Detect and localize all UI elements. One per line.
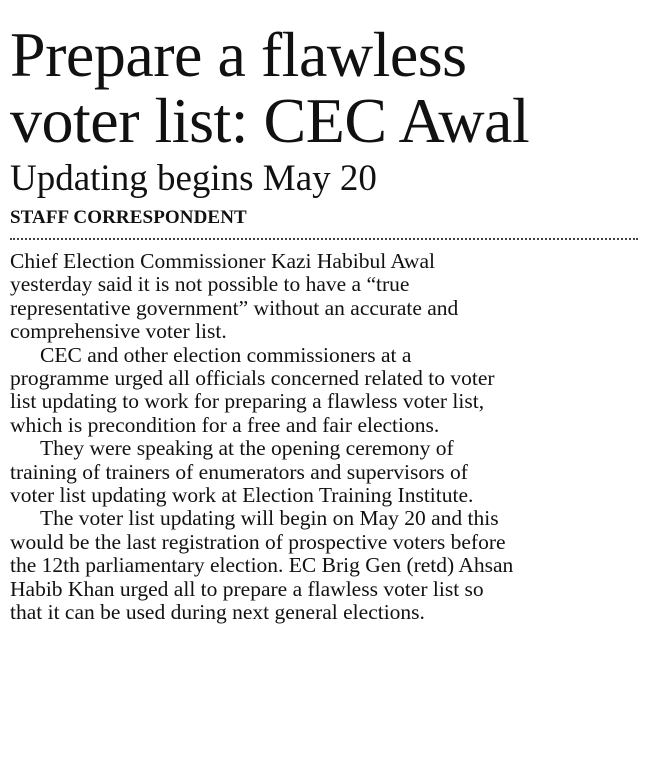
text-line: The voter list updating will begin on May 20 and this <box>40 506 499 531</box>
paragraph <box>10 507 640 624</box>
article-body <box>10 250 640 625</box>
subheadline: Updating begins May 20 <box>10 158 377 199</box>
text-line: which is precondition for a free and fair elections. <box>10 412 440 437</box>
dotted-divider <box>10 238 638 240</box>
paragraph <box>10 344 640 438</box>
paragraph <box>10 437 640 507</box>
text-line: Chief Election Commissioner Kazi Habibul Awal <box>10 249 435 273</box>
text-line: They were speaking at the opening ceremony of <box>40 436 454 461</box>
text-line: that it can be used during next general elections. <box>10 600 425 625</box>
news-article <box>10 19 640 625</box>
text-line: CEC and other election commissioners at a <box>40 342 412 367</box>
text-line: Habib Khan urged all to prepare a flawless voter list so <box>10 576 484 601</box>
headline-line: voter list: CEC Awal <box>10 85 530 156</box>
text-line: would be the last registration of prospective voters before <box>10 529 506 554</box>
byline: STAFF CORRESPONDENT <box>10 207 247 228</box>
text-line: list updating to work for preparing a flawless voter list, <box>10 389 485 414</box>
text-line: training of trainers of enumerators and supervisors of <box>10 459 468 484</box>
paragraph <box>10 250 640 344</box>
text-line: programme urged all officials concerned related to voter <box>10 366 495 391</box>
text-line: voter list updating work at Election Training Institute. <box>10 483 474 508</box>
text-line: comprehensive voter list. <box>10 319 227 344</box>
headline <box>10 19 640 156</box>
text-line: the 12th parliamentary election. EC Brig Gen (retd) Ahsan <box>10 553 514 578</box>
headline-line: Prepare a flawless <box>10 19 467 90</box>
text-line: representative government” without an accurate and <box>10 295 459 320</box>
text-line: yesterday said it is not possible to have a “true <box>10 272 410 297</box>
